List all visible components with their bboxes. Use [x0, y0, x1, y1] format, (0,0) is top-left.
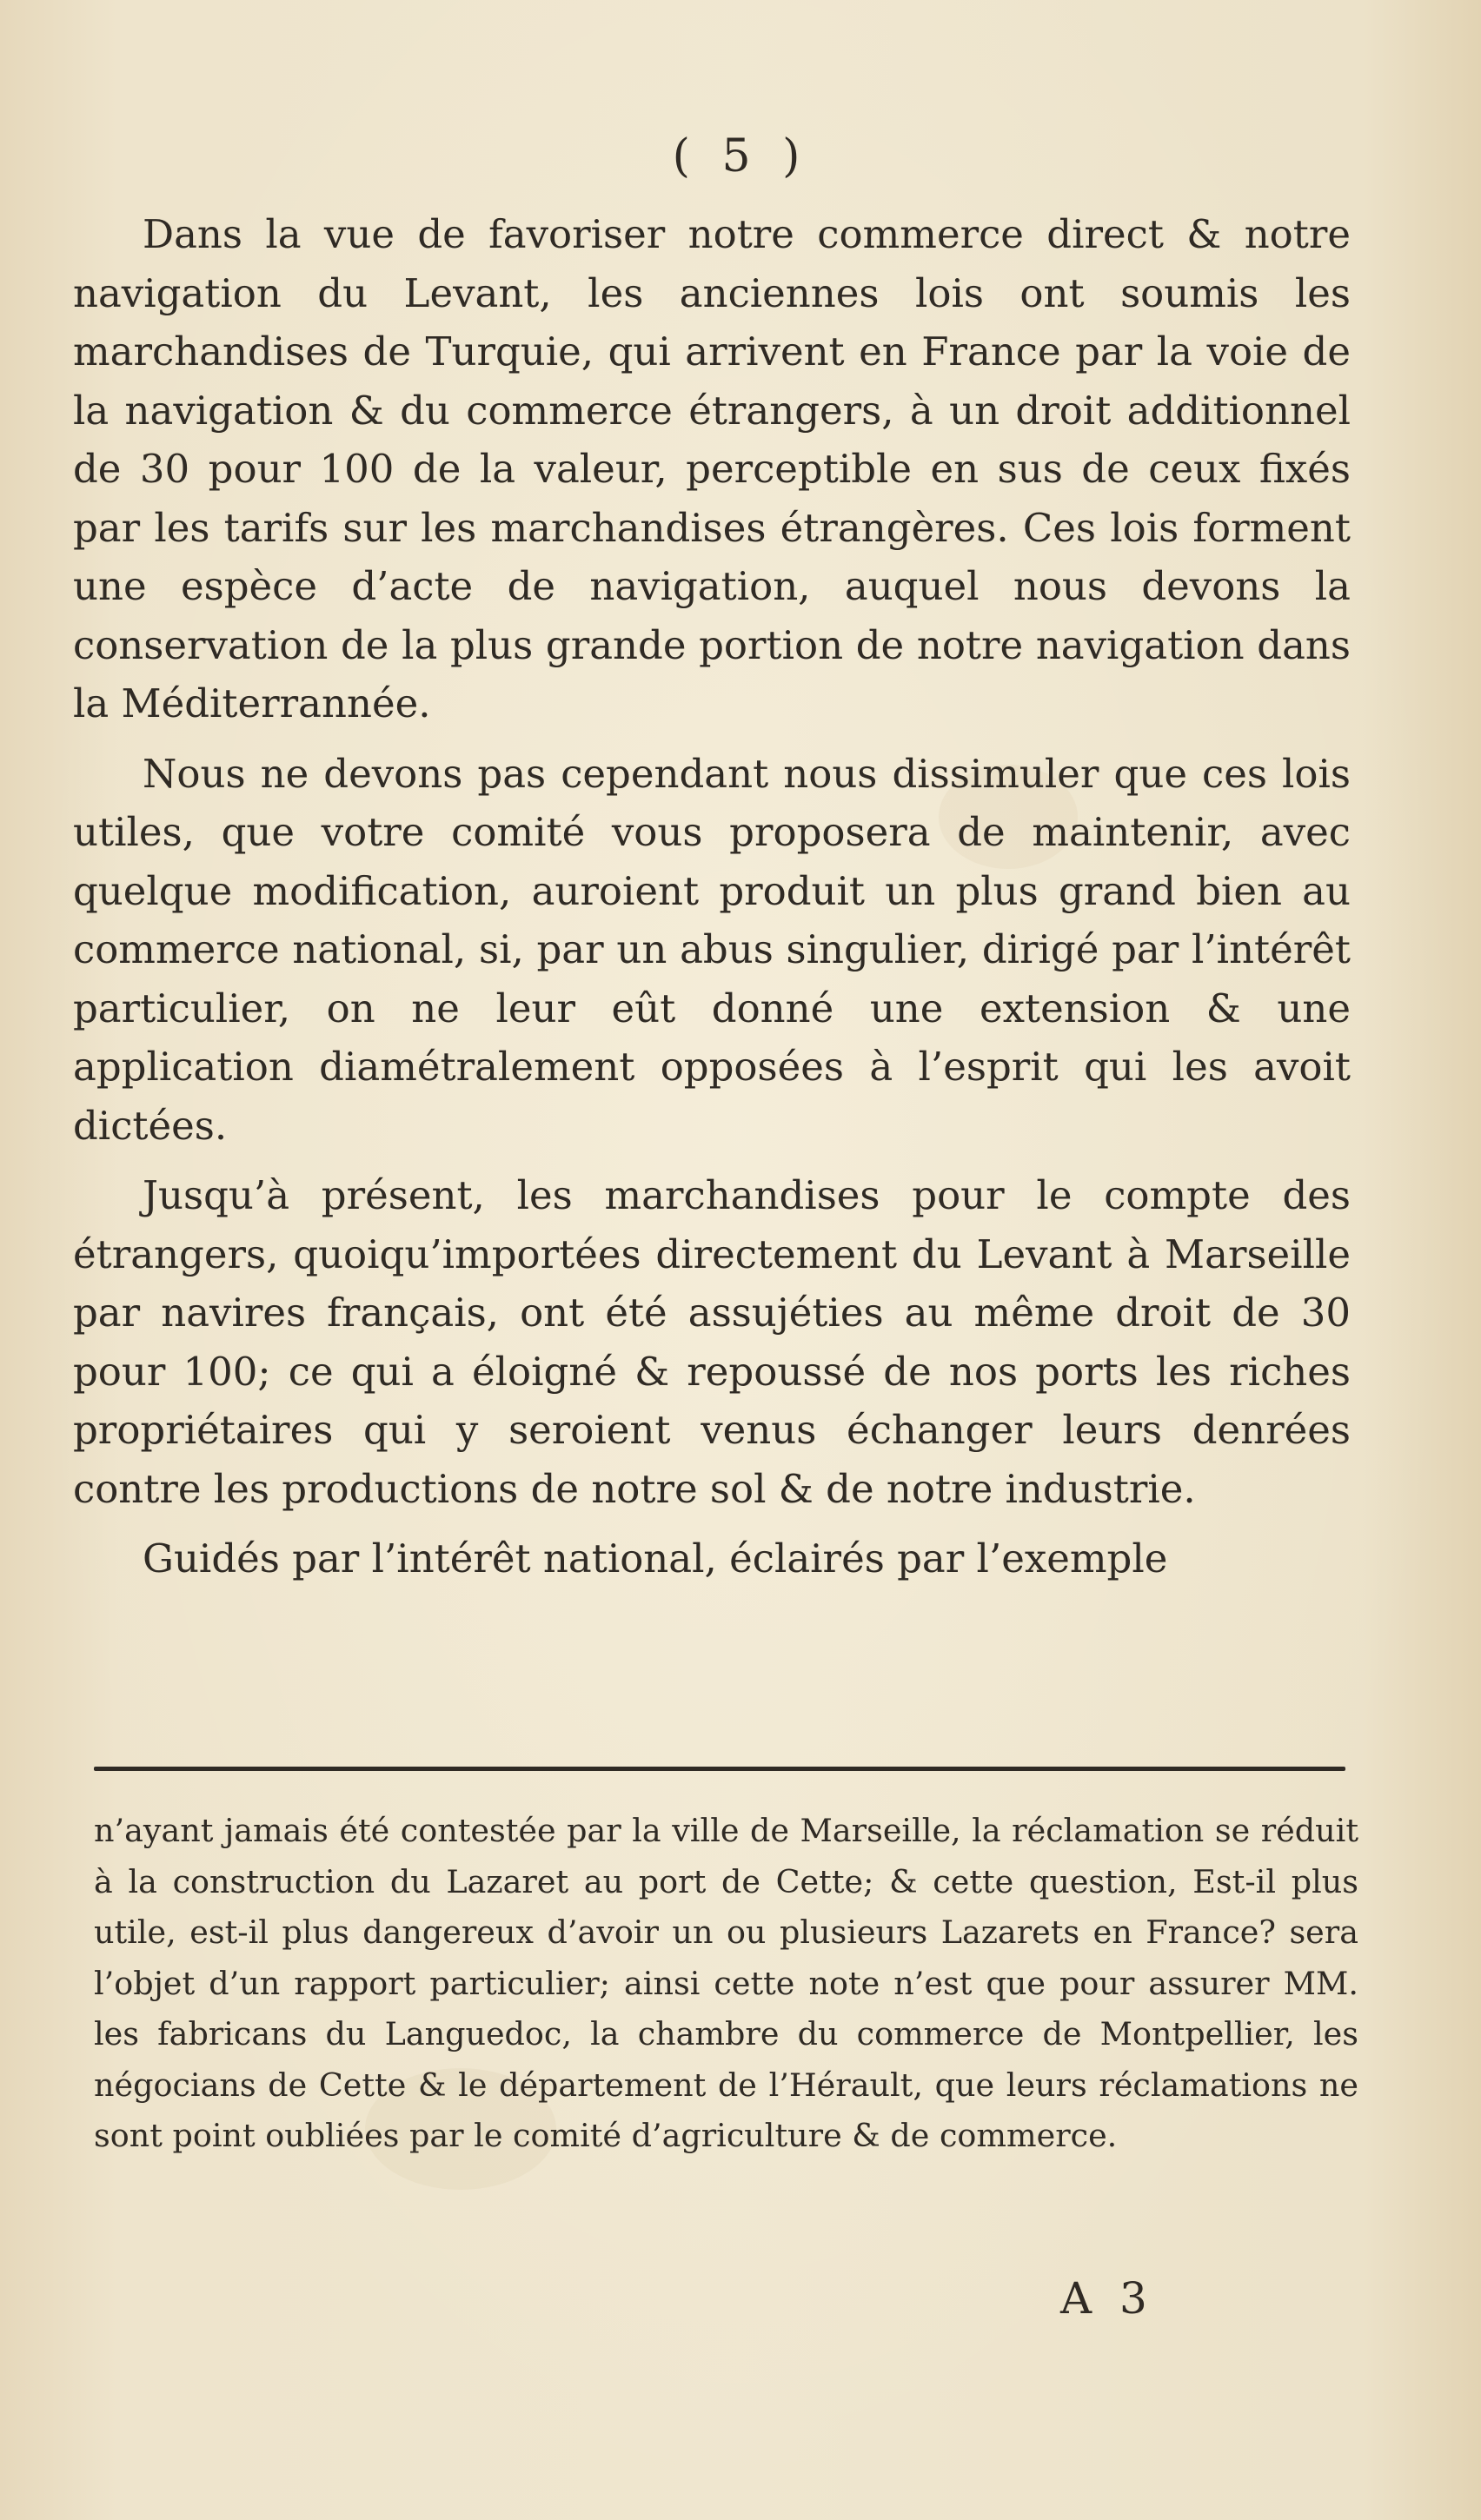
footnote-text: n’ayant jamais été contestée par la ville de Marseille, la réclamation se réduit à la construction du Lazaret au port de Cette; & cette question, Est-il plus utile, est-il plus dangereux d’avoir un ou plusieurs Lazarets en France? sera l’objet d’un rapport particulier; ainsi cette note n’est que pour assurer MM. les fabricans du Languedoc, la chambre du commerce de Montpellier, les négocians de Cette & le département de l’Hérault, que leurs réclamations ne sont point oubliées par le comité d’agriculture & de commerce. — [94, 1812, 1358, 2154]
paragraph: Jusqu’à présent, les marchandises pour le compte des étrangers, quoiqu’importées directement du Levant à Marseille par navires français, ont été assujéties au même droit de 30 pour 100; ce qui a éloigné & repoussé de nos ports les riches propriétaires qui y seroient venus échanger leurs denrées contre les productions de notre sol & de notre industrie. — [73, 1172, 1351, 1512]
paragraph: Guidés par l’intérêt national, éclairés par l’exemple — [143, 1535, 1168, 1582]
footnote — [94, 1806, 1358, 2162]
paragraph: Dans la vue de favoriser notre commerce direct & notre navigation du Levant, les anciennes lois ont soumis les marchandises de Turquie, qui arrivent en France par la voie de la navigation & du commerce étrangers, à un droit additionnel de 30 pour 100 de la valeur, perceptible en sus de ceux fixés par les tarifs sur les marchandises étrangères. Ces lois forment une espèce d’acte de navigation, auquel nous devons la conservation de la plus grande portion de notre navigation dans la Méditerrannée. — [73, 211, 1351, 726]
signature-mark: A 3 — [1060, 2273, 1154, 2324]
page-number: ( 5 ) — [672, 130, 809, 182]
main-text — [73, 205, 1351, 1600]
paragraph: Nous ne devons pas cependant nous dissimuler que ces lois utiles, que votre comité vous proposera de maintenir, avec quelque modification, auroient produit un plus grand bien au commerce national, si, par un abus singulier, dirigé par l’intérêt particulier, on ne leur eût donné une extension & une application diamétralement opposées à l’esprit qui les avoit dictées. — [73, 750, 1351, 1149]
footnote-divider — [94, 1767, 1345, 1771]
